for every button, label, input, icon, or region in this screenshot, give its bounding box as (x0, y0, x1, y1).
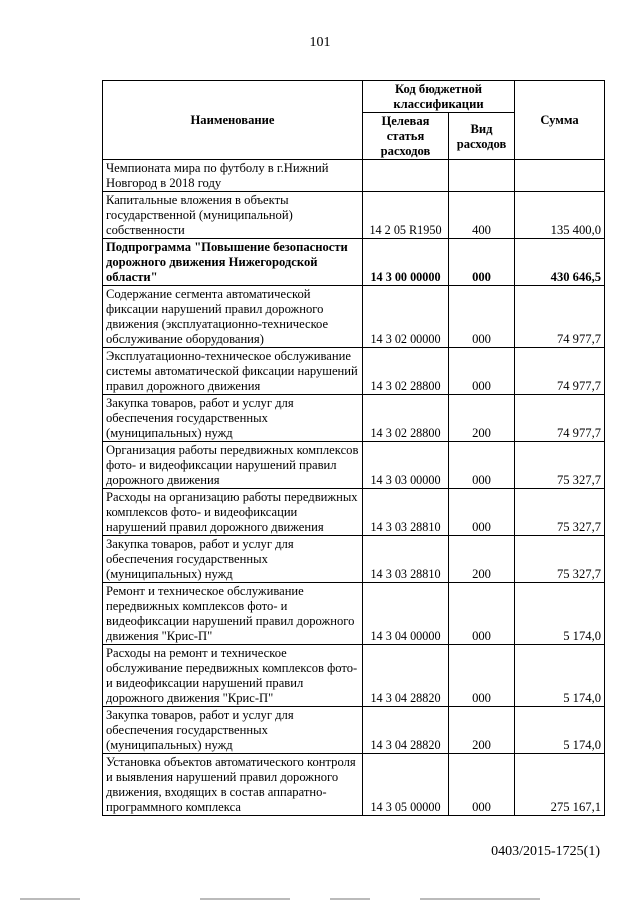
row-type-cell (449, 160, 515, 192)
table-body (103, 160, 605, 816)
table-row (103, 192, 605, 239)
table-row (103, 754, 605, 816)
row-sum-cell: 74 977,7 (515, 395, 605, 442)
row-code-cell: 14 3 02 00000 (363, 286, 449, 348)
row-name-cell: Закупка товаров, работ и услуг для обеспечения государственных (муниципальных) нужд (103, 395, 363, 442)
table-row (103, 489, 605, 536)
row-type-cell: 000 (449, 583, 515, 645)
table-header (103, 81, 605, 160)
page-number: 101 (309, 35, 331, 50)
table-row (103, 348, 605, 395)
row-sum-cell: 5 174,0 (515, 707, 605, 754)
row-code-cell: 14 3 05 00000 (363, 754, 449, 816)
header-code-group: Код бюджетной классификации (363, 81, 515, 113)
row-name-cell: Расходы на организацию работы передвижных комплексов фото- и видеофиксации нарушений правил дорожного движения (103, 489, 363, 536)
table-row (103, 160, 605, 192)
row-code-cell: 14 3 00 00000 (363, 239, 449, 286)
row-code-cell (363, 160, 449, 192)
table-row (103, 583, 605, 645)
row-name-cell: Установка объектов автоматического контроля и выявления нарушений правил дорожного движения, входящих в состав аппаратно-программного комплекса (103, 754, 363, 816)
row-code-cell: 14 2 05 R1950 (363, 192, 449, 239)
row-type-cell: 000 (449, 348, 515, 395)
row-code-cell: 14 3 04 28820 (363, 707, 449, 754)
row-sum-cell: 75 327,7 (515, 489, 605, 536)
row-name-cell: Чемпионата мира по футболу в г.Нижний Новгород в 2018 году (103, 160, 363, 192)
row-code-cell: 14 3 02 28800 (363, 348, 449, 395)
row-sum-cell: 74 977,7 (515, 348, 605, 395)
row-type-cell: 400 (449, 192, 515, 239)
table-row (103, 286, 605, 348)
row-sum-cell (515, 160, 605, 192)
row-code-cell: 14 3 03 28810 (363, 536, 449, 583)
row-name-cell: Закупка товаров, работ и услуг для обеспечения государственных (муниципальных) нужд (103, 536, 363, 583)
row-code-cell: 14 3 04 00000 (363, 583, 449, 645)
row-sum-cell: 135 400,0 (515, 192, 605, 239)
row-name-cell: Ремонт и техническое обслуживание передвижных комплексов фото- и видеофиксации нарушений правил дорожного движения "Крис-П" (103, 583, 363, 645)
budget-table (102, 80, 605, 816)
row-type-cell: 200 (449, 707, 515, 754)
header-target-article: Целевая статья расходов (363, 113, 449, 160)
row-name-cell: Капитальные вложения в объекты государственной (муниципальной) собственности (103, 192, 363, 239)
row-name-cell: Подпрограмма "Повышение безопасности дорожного движения Нижегородской области" (103, 239, 363, 286)
row-type-cell: 200 (449, 395, 515, 442)
row-name-cell: Расходы на ремонт и техническое обслуживание передвижных комплексов фото- и видеофиксации нарушений правил дорожного движения "Крис-П" (103, 645, 363, 707)
row-code-cell: 14 3 03 00000 (363, 442, 449, 489)
header-expense-type: Вид расходов (449, 113, 515, 160)
row-name-cell: Эксплуатационно-техническое обслуживание системы автоматической фиксации нарушений правил дорожного движения (103, 348, 363, 395)
row-sum-cell: 275 167,1 (515, 754, 605, 816)
row-type-cell: 000 (449, 489, 515, 536)
table-row (103, 645, 605, 707)
row-sum-cell: 430 646,5 (515, 239, 605, 286)
header-name: Наименование (103, 81, 363, 160)
table-row (103, 536, 605, 583)
header-sum: Сумма (515, 81, 605, 160)
row-type-cell: 000 (449, 286, 515, 348)
row-name-cell: Организация работы передвижных комплексов фото- и видеофиксации нарушений правил дорожного движения (103, 442, 363, 489)
scan-edge-marks (0, 898, 640, 902)
row-type-cell: 000 (449, 754, 515, 816)
row-sum-cell: 75 327,7 (515, 442, 605, 489)
row-code-cell: 14 3 02 28800 (363, 395, 449, 442)
row-type-cell: 200 (449, 536, 515, 583)
table-row (103, 239, 605, 286)
table-row (103, 707, 605, 754)
row-sum-cell: 5 174,0 (515, 645, 605, 707)
row-sum-cell: 5 174,0 (515, 583, 605, 645)
row-code-cell: 14 3 03 28810 (363, 489, 449, 536)
row-type-cell: 000 (449, 645, 515, 707)
row-type-cell: 000 (449, 442, 515, 489)
row-code-cell: 14 3 04 28820 (363, 645, 449, 707)
row-name-cell: Содержание сегмента автоматической фиксации нарушений правил дорожного движения (эксплуатационно-техническое обслуживание оборудования) (103, 286, 363, 348)
document-code: 0403/2015-1725(1) (491, 844, 600, 859)
row-type-cell: 000 (449, 239, 515, 286)
table-row (103, 395, 605, 442)
row-sum-cell: 74 977,7 (515, 286, 605, 348)
table-row (103, 442, 605, 489)
row-name-cell: Закупка товаров, работ и услуг для обеспечения государственных (муниципальных) нужд (103, 707, 363, 754)
row-sum-cell: 75 327,7 (515, 536, 605, 583)
